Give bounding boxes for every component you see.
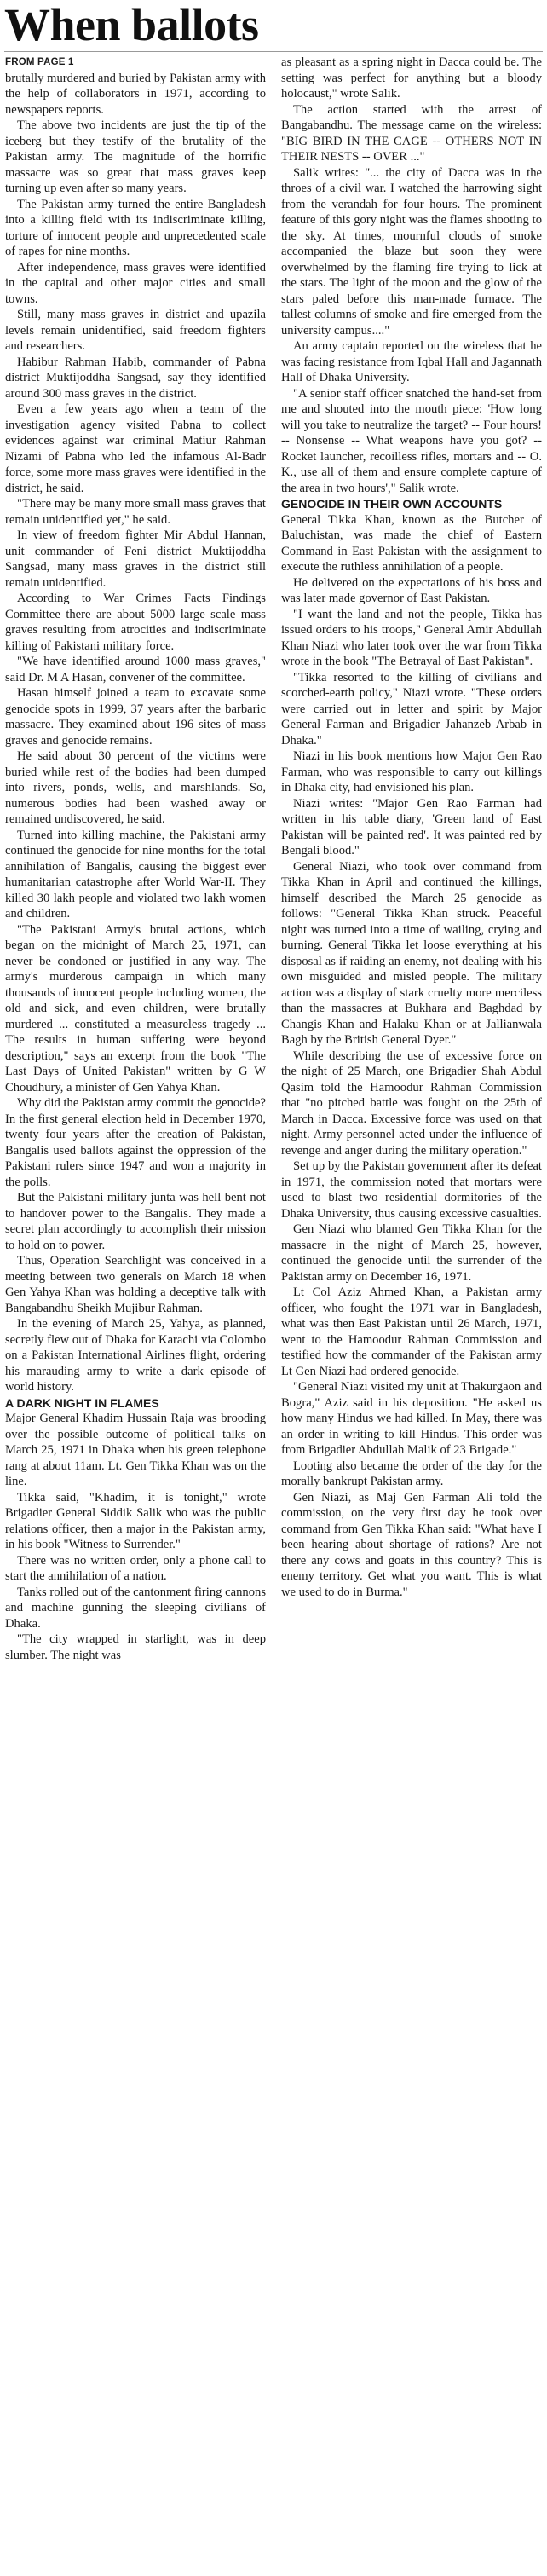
article-paragraph: [5, 1190, 266, 1253]
paragraph-text: He said about 30 percent of the victims were buried while rest of the bodies had been dumped into rivers, ponds, wells, and marshlands. So, numerous bodies had been washed away or remained undiscovered, he said.: [5, 749, 266, 826]
article-paragraph: [5, 591, 266, 654]
article-paragraph: [281, 55, 542, 102]
paragraph-text: General Niazi, who took over command from Tikka Khan in April and continued the killings, himself described the March 25 genocide as follows: "General Tikka Khan struck. Peaceful night was turned into a time of wailing, crying and burning. General Tikka let loose everything at his disposal as if raiding an enemy, not dealing with his own misguided and misled people. The military action was a display of stark cruelty more merciless than the massacres at Bukhara and Baghdad by Changis Khan and Halaku Khan or at Jallianwala Bagh by the British General Dyer.": [281, 859, 542, 1047]
article-paragraph: [281, 512, 542, 575]
paragraph-text: He delivered on the expectations of his boss and was later made governor of East Pakistan.: [281, 575, 542, 605]
headline-rule: [4, 51, 543, 52]
paragraph-text: Niazi writes: "Major Gen Rao Farman had written in his table diary, 'Green land of East Pakistan will be painted red'. It was painted red by Bengali blood.": [281, 796, 542, 858]
paragraph-text: "General Niazi visited my unit at Thakurgaon and Bogra," Aziz said in his deposition. "He asked us how many Hindus we had killed. In May, there was an order in writing to kill Hindus. This order was from Brigadier Abdullah Malik of 23 Brigade.": [281, 1380, 542, 1457]
paragraph-text: In view of freedom fighter Mir Abdul Hannan, unit commander of Feni district Muktijoddha Sangsad, many mass graves in the district still remain unidentified.: [5, 528, 266, 590]
paragraph-text: "The Pakistani Army's brutal actions, which began on the midnight of March 25, 1971, can never be condoned or justified in any way. The army's murderous campaign in which many thousands of innocent people including women, the old and sick, and even children, were brutally murdered ... constituted a measureless tragedy ... The results in human suffering were beyond description," says an excerpt from the book "The Last Days of United Pakistan" written by G W Choudhury, a minister of Gen Yahya Khan.: [5, 922, 266, 1095]
paragraph-text: Habibur Rahman Habib, commander of Pabna district Muktijoddha Sangsad, say they identified around 300 mass graves in the district.: [5, 355, 266, 401]
paragraph-text: Even a few years ago when a team of the investigation agency visited Pabna to collect evidences against war criminal Matiur Rahman Nizami of Pabna who led the infamous Al-Badr force, some more mass graves were identified in the district, he said.: [5, 402, 266, 495]
article-paragraph: [281, 1222, 542, 1285]
article-paragraph: [281, 1490, 542, 1601]
paragraph-text: Tikka said, "Khadim, it is tonight," wrote Brigadier General Siddik Salik who was the public relations officer, then a major in the Pakistan army, in his book "Witness to Surrender.": [5, 1490, 266, 1551]
article-paragraph: [5, 1253, 266, 1316]
paragraph-text: General Tikka Khan, known as the Butcher of Baluchistan, was made the chief of Eastern Command in East Pakistan with the assignment to execute the ruthless annihilation of a people.: [281, 512, 542, 574]
article-paragraph: [281, 386, 542, 497]
paragraph-text: "We have identified around 1000 mass graves," said Dr. M A Hasan, convener of the committee.: [5, 655, 266, 684]
article-paragraph: [281, 607, 542, 670]
article-paragraph: [5, 197, 266, 260]
paragraph-text: Hasan himself joined a team to excavate some genocide spots in 1999, 37 years after the barbaric massacre. They examined about 196 sites of mass graves and genocide remains.: [5, 686, 266, 748]
article-paragraph: [281, 338, 542, 386]
continuation-kicker: FROM PAGE 1: [5, 57, 74, 67]
paragraph-text: Turned into killing machine, the Pakistani army continued the genocide for nine months for the total annihilation of Bangalis, causing the biggest ever humanitarian catastrophe after World War-II. They killed 30 lakh people and violated two lakh women and children.: [5, 828, 266, 921]
paragraph-text: Salik writes: "... the city of Dacca was in the throes of a civil war. I watched the harrowing sight from the verandah for four hours. The prominent feature of this gory night was the flames shooting to the sky. At times, mournful clouds of smoke accompanied the blaze but soon they were overwhelmed by the flaming fire trying to lick at the stars. The light of the moon and the glow of the stars paled before this man-made furnace. The tallest columns of smoke and fire emerged from the university campus....": [281, 165, 542, 338]
article-column-2: [281, 55, 542, 2573]
article-paragraph: [5, 1632, 266, 1663]
paragraph-text: In the evening of March 25, Yahya, as planned, secretly flew out of Dhaka for Karachi via Colombo on a Pakistan International Airlines flight, ordering his marauding army to write a dark episode of world history.: [5, 1317, 266, 1394]
article-paragraph: [5, 654, 266, 685]
paragraph-text: While describing the use of excessive force on the night of 25 March, one Brigadier Shah Abdul Qasim told the Hamoodur Rahman Commission that "no pitched battle was fought on the 25th of March in Dacca. Excessive force was used on that night. Army personnel acted under the influence of revenge and anger during the military operation.": [281, 1048, 542, 1158]
paragraph-text: Gen Niazi, as Maj Gen Farman Ali told the commission, on the very first day he took over command from Gen Tikka Khan said: "What have I been hearing about shortage of rations? Are not there any cows and goats in this country? This is enemy territory. Get what you want. This is what we used to do in Burma.": [281, 1490, 542, 1599]
article-paragraph: [5, 496, 266, 528]
article-paragraph: [281, 670, 542, 749]
article-paragraph: [5, 55, 266, 118]
paragraph-text: "I want the land and not the people, Tikka has issued orders to his troops," General Amir Abdullah Khan Niazi who later took over the war from Tikka wrote in the book "The Betrayal of East Pakistan".: [281, 607, 542, 668]
article-paragraph: [281, 1458, 542, 1490]
article-paragraph: [5, 1585, 266, 1632]
article-paragraph: [281, 1158, 542, 1222]
paragraph-text: According to War Crimes Facts Findings Committee there are about 5000 large scale mass graves resulting from atrocities and indiscriminate killing of Pakistani military force.: [5, 592, 266, 653]
paragraph-text: Lt Col Aziz Ahmed Khan, a Pakistan army officer, who fought the 1971 war in Bangladesh, what was then East Pakistan until 26 March, 1971, went to the Hamoodur Rahman Commission and testified how the commander of the Pakistan army Lt Gen Niazi had ordered genocide.: [281, 1285, 542, 1378]
article-paragraph: [5, 118, 266, 197]
article-paragraph: [5, 1411, 266, 1490]
paragraph-text: Gen Niazi who blamed Gen Tikka Khan for the massacre in the night of March 25, however, continued the genocide until the surrender of the Pakistan army on December 16, 1971.: [281, 1222, 542, 1284]
article-paragraph: [281, 575, 542, 607]
paragraph-text: Niazi in his book mentions how Major Gen Rao Farman, who was responsible to carry out killings in Dhaka city, had envisioned his plan.: [281, 749, 542, 794]
paragraph-text: The above two incidents are just the tip of the iceberg but they testify of the brutality of the Pakistan army. The magnitude of the horrific massacre was so great that mass graves keep turning up even after so many years.: [5, 118, 266, 195]
paragraph-text: There was no written order, only a phone call to start the annihilation of a nation.: [5, 1553, 266, 1583]
paragraph-text: Thus, Operation Searchlight was conceived in a meeting between two generals on March 18 when Gen Yahya Khan was holding a deceptive talk with Bangabandhu Sheikh Mujibur Rahman.: [5, 1254, 266, 1315]
paragraph-text: After independence, mass graves were identified in the capital and other major cities and small towns.: [5, 260, 266, 306]
paragraph-text: Set up by the Pakistan government after its defeat in 1971, the commission noted that mortars were used to blast two residential dormitories of the Dhaka University, thus causing excessive casualties.: [281, 1159, 542, 1221]
article-paragraph: [281, 1285, 542, 1379]
article-paragraph: [281, 796, 542, 859]
article-paragraph: [5, 828, 266, 922]
section-subhead: A DARK NIGHT IN FLAMES: [5, 1395, 159, 1410]
article-paragraph: [281, 748, 542, 796]
article-paragraph: [5, 922, 266, 1096]
paragraph-text: "A senior staff officer snatched the hand-set from me and shouted into the mouth piece: 'How long will you take to neutralize the target? -- Four hours! -- Nonsense -- What weapons have you got? -- Rocket launcher, recoilless rifles, mortars and -- O. K., use all of them and ensure complete capture of the area in two hours'," Salik wrote.: [281, 386, 542, 495]
paragraph-text: Tanks rolled out of the cantonment firing cannons and machine gunning the sleeping civilians of Dhaka.: [5, 1585, 266, 1631]
article-paragraph: [281, 102, 542, 165]
article-paragraph: [5, 685, 266, 748]
paragraph-text: Major General Khadim Hussain Raja was brooding over the possible outcome of political talks on March 25, 1971 in Dhaka when his green telephone rang at about 11am. Lt. Gen Tikka Khan was on the line.: [5, 1412, 266, 1488]
article-paragraph: [281, 859, 542, 1048]
paragraph-text: The action started with the arrest of Bangabandhu. The message came on the wireless: "BIG BIRD IN THE CAGE -- OTHERS NOT IN THEIR NESTS -- OVER ...": [281, 102, 542, 164]
article-paragraph: [5, 401, 266, 496]
article-paragraph: [281, 1379, 542, 1458]
article-paragraph: [5, 748, 266, 828]
paragraph-text: "Tikka resorted to the killing of civilians and scorched-earth policy," Niazi wrote. "These orders were carried out in letter and spirit by Major General Farman and Brigadier Jahanzeb Arbab in Dhaka.": [281, 670, 542, 748]
paragraph-text: Looting also became the order of the day for the morally bankrupt Pakistan army.: [281, 1458, 542, 1488]
article-paragraph: [5, 528, 266, 591]
article-paragraph: [5, 355, 266, 402]
article-paragraph: [5, 1553, 266, 1585]
article-paragraph: [5, 1095, 266, 1190]
paragraph-text: brutally murdered and buried by Pakistan army with the help of collaborators in 1971, according to newspapers reports.: [5, 71, 266, 117]
article-column-1: [5, 55, 266, 2573]
paragraph-text: "There may be many more small mass graves that remain unidentified yet," he said.: [5, 497, 266, 527]
article-paragraph: [5, 1316, 266, 1395]
paragraph-text: The Pakistan army turned the entire Bangladesh into a killing field with its indiscriminate killing, torture of innocent people and unprecedented scale of rapes for nine months.: [5, 197, 266, 258]
article-paragraph: [5, 260, 266, 308]
paragraph-text: An army captain reported on the wireless that he was facing resistance from Iqbal Hall and Jagannath Hall of Dhaka University.: [281, 339, 542, 384]
article-paragraph: [281, 1048, 542, 1159]
paragraph-text: Still, many mass graves in district and upazila levels remain unidentified, said freedom fighters and researchers.: [5, 308, 266, 353]
paragraph-text: "The city wrapped in starlight, was in deep slumber. The night was: [5, 1632, 266, 1662]
article-paragraph: [281, 165, 542, 339]
article-paragraph: [5, 1490, 266, 1553]
article-paragraph: [5, 307, 266, 355]
paragraph-text: as pleasant as a spring night in Dacca could be. The setting was perfect for anything but a bloody holocaust," wrote Salik.: [281, 55, 542, 101]
paragraph-text: Why did the Pakistan army commit the genocide? In the first general election held in December 1970, twenty four years after the creation of Pakistan, Bangalis used ballots against the oppression of the Pakistani rulers since 1947 and won a majority in the polls.: [5, 1096, 266, 1189]
section-subhead: GENOCIDE IN THEIR OWN ACCOUNTS: [281, 497, 503, 511]
headline: When ballots: [4, 0, 259, 50]
paragraph-text: But the Pakistani military junta was hell bent not to handover power to the Bangalis. They made a secret plan accordingly to accomplish their mission to hold on to power.: [5, 1191, 266, 1252]
